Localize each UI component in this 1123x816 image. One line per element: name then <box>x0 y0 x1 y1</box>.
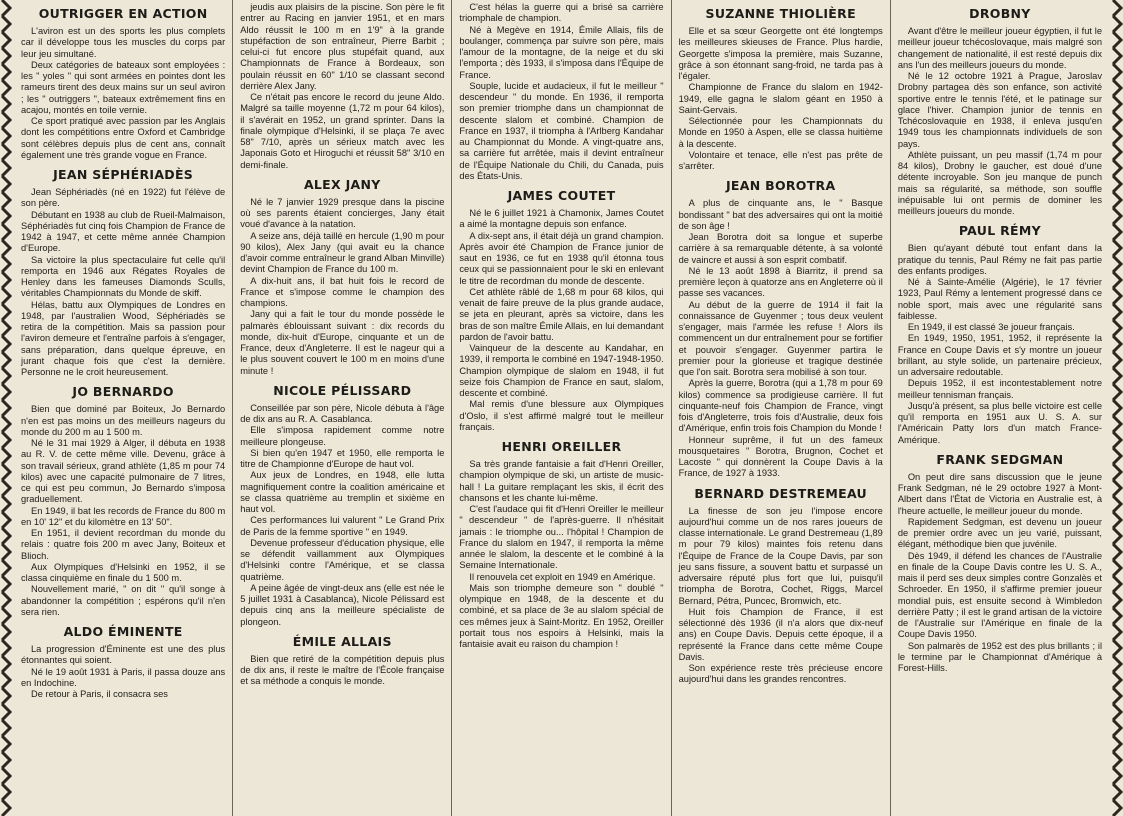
article-paragraph: Né le 19 août 1931 à Paris, il passa douze ans en Indochine. <box>21 666 226 688</box>
article-paragraph: Dès 1949, il défend les chances de l'Australie en finale de la Coupe Davis contre les U. S. A., mais il perd ses deux simples contre Gonzalès et Schroeder. En 1950, il s'affirme premier joueur mondial puis, est ensuite second à Wimbledon derrière Patty ; il est le grand artisan de la victoire de l'Australie sur l'Amérique en finale de la Coupe Davis 1950. <box>897 550 1103 640</box>
article-paragraph: Elle et sa sœur Georgette ont été longtemps les meilleures skieuses de France. Plus hardie, Georgette s'imposa la première, mais Suzanne, grâce à son étonnant sang-froid, ne tarda pas à l'égaler. <box>678 26 883 81</box>
article-paragraph: Championne de France du slalom en 1942-1949, elle gagna le slalom géant en 1950 à Saint-Gervais. <box>678 82 883 115</box>
article <box>679 486 883 686</box>
article-title: OUTRIGGER EN ACTION <box>38 6 208 21</box>
article-paragraph: Jusqu'à présent, sa plus belle victoire est celle qu'il remporta en 1951 aux U. S. A. sur l'Américain Patty lors d'un match France-Amérique. <box>897 400 1103 445</box>
article-paragraph: Mais son triomphe demeure son " doublé " olympique en 1948, de la descente et du combiné, et sa place de 3e au slalom spécial de ces mêmes jeux à Saint-Moritz. En 1952, Oreiller portait tous nos espoirs à Helsinki, mais la fantaisie avait eu raison du champion ! <box>459 582 664 649</box>
text-column <box>14 0 233 816</box>
article-paragraph: De retour à Paris, il consacra ses <box>31 689 168 699</box>
article <box>21 624 225 700</box>
article <box>459 188 663 433</box>
article-paragraph: Aux jeux de Londres, en 1948, elle lutta magnifiquement contre la coalition américaine et se classa quatrième au tremplin et sixième en haut vol. <box>240 470 445 514</box>
left-zigzag-border <box>0 0 12 816</box>
article-title: JEAN BOROTRA <box>725 178 836 194</box>
article-paragraph: Son expérience reste très précieuse encore aujourd'hui dans les grandes rencontres. <box>678 663 883 685</box>
article-title: JEAN SÉPHÉRIADÈS <box>53 167 194 182</box>
article-paragraph: Son palmarès de 1952 est des plus brillants ; il le termine par le Championnat d'Amérique à Forest-Hills. <box>897 640 1103 673</box>
article-title: ÉMILE ALLAIS <box>292 633 392 649</box>
article-title: BERNARD DESTREMEAU <box>694 485 868 501</box>
article-page <box>14 0 1109 816</box>
article-title: PAUL RÉMY <box>958 223 1041 239</box>
article-paragraph: Né le 6 juillet 1921 à Chamonix, James Coutet a aimé la montagne depuis son enfance. <box>459 208 664 230</box>
right-zigzag-border <box>1111 0 1123 816</box>
article-paragraph: Sa victoire la plus spectaculaire fut celle qu'il remporta en 1946 aux Régates Royales de Henley dans les fameuses Diamonds Sculls, véritables Championnats du Monde de skiff. <box>21 254 226 299</box>
article-paragraph: Hélas, battu aux Olympiques de Londres en 1948, par l'australien Wood, Séphériadès se retira de la compétition. Mais sa passion pour l'aviron demeure et l'entraîne parfois à s'engager, sans préparation, dans quelque épreuve, en jurant chaque fois que c'est la dernière. Personne ne le croit heureusement. <box>21 299 226 377</box>
article-paragraph: Mal remis d'une blessure aux Olympiques d'Oslo, il s'est affirmé malgré tout le meilleur français. <box>459 399 664 432</box>
article-paragraph: Ces performances lui valurent " Le Grand Prix de Paris de la femme sportive " en 1949. <box>240 515 445 537</box>
article-paragraph: L'aviron est un des sports les plus complets car il développe tous les muscles du corps par leur jeu simultané. <box>21 26 226 59</box>
article-paragraph: Bien qu'ayant débuté tout enfant dans la pratique du tennis, Paul Rémy ne fait pas partie des enfants prodiges. <box>897 243 1103 276</box>
article-paragraph: Conseillée par son père, Nicole débuta à l'âge de dix ans au R. A. Casablanca. <box>240 402 445 424</box>
article-title: FRANK SEDGMAN <box>936 451 1064 467</box>
article-paragraph: Ce sport pratiqué avec passion par les Anglais dont les compétitions entre Oxford et Cambridge sont célèbres depuis plus de cent ans, connaît également une très grande vogue en France. <box>21 116 226 160</box>
article <box>21 167 225 378</box>
article-paragraph: Né le 31 mai 1929 à Alger, il débuta en 1938 au R. V. de cette même ville. Devenu, grâce à son travail sérieux, grand athlète (1,85 m pour 74 kilos) avec une capacité pulmonaire de 7 litres, ce qui est peu commun, Jo Bernardo s'imposa graduellement. <box>21 438 226 505</box>
article-paragraph: A dix-sept ans, il était déjà un grand champion. Après avoir été Champion de France junior de saut en 1936, ce fut en 1938 qu'il étonna tous ceux qui se passionnaient pour le ski en enlevant le titre de recordman du monde de descente. <box>459 230 664 286</box>
article-paragraph: Rapidement Sedgman, est devenu un joueur de premier ordre avec un jeu varié, puissant, élégant, méthodique bien que juvénile. <box>897 516 1103 550</box>
article <box>898 223 1102 446</box>
article-paragraph: Honneur suprême, il fut un des fameux mousquetaires " Borotra, Brugnon, Cochet et Lacoste " qui donnèrent la Coupe Davis à la France, de 1927 à 1933. <box>678 434 883 479</box>
article-paragraph: Ce n'était pas encore le record du jeune Aldo. Malgré sa taille moyenne (1,72 m pour 64 kilos), il s'avérait en 1952, un grand sprinter. Dans la finale olympique d'Helsinki, il se plaça 7e avec 58" 7/10, après un sérieux match avec les Japonais Goto et Hiroguchi et réussit 58" 3/10 en demi-finale. <box>240 92 445 170</box>
article-paragraph: Huit fois Champion de France, il est sélectionné dès 1936 (il n'a alors que dix-neuf ans) en Coupe Davis. Depuis cette époque, il a représenté la France dans cette même Coupe Davis. <box>678 606 883 662</box>
article-paragraph: Au début de la guerre de 1914 il fait la connaissance de Guyenmer ; tous deux veulent s'engager, mais l'armée les refuse ! Alors ils commencent un dur entraînement pour se fortifier et pouvoir s'engager. Guyenmer partira le premier pour la glorieuse et tragique destinée que l'on sait. Borotra sera mobilisé à son tour. <box>678 299 883 377</box>
article <box>898 452 1102 675</box>
article-paragraph: A seize ans, déjà taillé en hercule (1,90 m pour 90 kilos), Alex Jany (qui avait eu la chance d'avoir comme entraîneur le grand Alban Minville) devint Champion de France du 100 m. <box>240 230 445 275</box>
article <box>679 6 883 172</box>
article-paragraph: Sélectionnée pour les Championnats du Monde en 1950 à Aspen, elle se classa huitième à la descente. <box>678 116 883 149</box>
text-column <box>891 0 1109 816</box>
article-paragraph: A plus de cinquante ans, le " Basque bondissant " bat des adversaires qui ont la moitié de son âge ! <box>678 198 883 231</box>
article-title: JO BERNARDO <box>72 384 174 400</box>
article-paragraph: Après la guerre, Borotra (qui a 1,78 m pour 69 kilos) commence sa prodigieuse carrière. Il fut cinquante-neuf fois Champion de France, vingt fois d'Angleterre, trois fois d'Australie, deux fois d'Amérique, enfin trois fois Champion du Monde ! <box>678 378 883 434</box>
article-paragraph: Jean Borotra doit sa longue et superbe carrière à sa remarquable détente, à sa volonté de vaincre et aussi à son esprit combatif. <box>678 232 883 265</box>
article-paragraph: En 1951, il devient recordman du monde du relais : quatre fois 200 m avec Jany, Boiteux et Blioch. <box>21 528 226 561</box>
text-column <box>452 0 671 816</box>
article-paragraph: Bien que retiré de la compétition depuis plus de dix ans, il reste le maître de l'École française et sa méthode a conquis le monde. <box>240 653 445 687</box>
article-title: NICOLE PÉLISSARD <box>273 382 412 398</box>
article-paragraph: Depuis 1952, il est incontestablement notre meilleur tennisman français. <box>897 378 1103 400</box>
article-paragraph: En 1949, il est classé 3e joueur français. <box>907 322 1075 332</box>
article <box>679 178 883 479</box>
article <box>459 439 663 650</box>
article-paragraph: Souple, lucide et audacieux, il fut le meilleur " descendeur " du monde. En 1936, il remporta son premier triomphe dans un championnat de descente slalom et combiné. Champion de France en 1937, il triompha à l'Arlberg Kandahar au Championnat du Monde. A vingt-quatre ans, sa carrière fut arrêtée, mais il devint entraîneur de l'Équipe Nationale du Chili, du Canada, puis des États-Unis. <box>459 80 664 181</box>
article <box>240 383 444 628</box>
article <box>898 6 1102 217</box>
article <box>21 384 225 618</box>
article-title: ALEX JANY <box>303 176 381 192</box>
article-paragraph: Né à Megève en 1914, Émile Allais, fils de boulanger, commença par suivre son père, mais l'amour de la montagne, de la neige et du ski l'emporta ; dès 1933, il s'imposa dans l'Équipe de France. <box>459 24 664 80</box>
article-paragraph: Si bien qu'en 1947 et 1950, elle remporta le titre de Championne d'Europe de haut vol. <box>240 447 445 469</box>
article-paragraph: On peut dire sans discussion que le jeune Frank Sedgman, né le 29 octobre 1927 à Mont-Albert dans l'État de Victoria en Australie est, à l'heure actuelle, le meilleur joueur du monde. <box>897 471 1103 516</box>
article-title: SUZANNE THIOLIÈRE <box>705 6 856 21</box>
article-paragraph: En 1949, il bat les records de France du 800 m en 10' 12" et du kilomètre en 13' 50". <box>21 505 226 527</box>
article-paragraph: C'est l'audace qui fit d'Henri Oreiller le meilleur " descendeur " de l'après-guerre. Il n'hésitait jamais : le triomphe ou... l'hôpital ! Champion de France du slalom en 1947, il remporta la même année le slalom, la descente et le combiné à la Semaine Internationale. <box>459 504 664 571</box>
article-paragraph: Jean Séphériadès (né en 1922) fut l'élève de son père. <box>21 187 226 209</box>
article-title: ALDO ÉMINENTE <box>63 624 183 639</box>
article-paragraph: Né le 13 août 1898 à Biarritz, il prend sa première leçon à quatorze ans en Angleterre où il passe ses vacances. <box>678 265 883 299</box>
article-paragraph: La progression d'Éminente est une des plus étonnantes qui soient. <box>21 644 226 666</box>
article-paragraph: La finesse de son jeu l'impose encore aujourd'hui comme un de nos rares joueurs de classe internationale. Le grand Destremeau (1,89 m pour 79 kilos) maintes fois retenu dans l'Équipe de France de la Coupe Davis, par son jeu sans fissure, a souvent battu et surpassé un adversaire réputé plus fort que lui, puisqu'il triompha de Borotra, Cochet, Riggs, Marcel Bernard, Pétra, Puncec, Bromwich, etc. <box>678 505 883 606</box>
article-paragraph: Bien que dominé par Boiteux, Jo Bernardo n'en est pas moins un des meilleurs nageurs du monde du 200 m au 1 500 m. <box>21 404 226 437</box>
article-paragraph: Elle s'imposa rapidement comme notre meilleure plongeuse. <box>240 425 445 447</box>
text-column <box>672 0 891 816</box>
article-paragraph: Jany qui a fait le tour du monde possède le palmarès éblouissant suivant : dix records du monde, dix-huit d'Europe, cinquante et un de France, deux d'Angleterre. Il est le nageur qui a le plus souvent couvert le 100 m en moins d'une minute ! <box>240 309 445 376</box>
article-paragraph: Sa très grande fantaisie a fait d'Henri Oreiller, champion olympique de ski, un artiste de music-hall ! La guitare remplaçant les skis, il écrit des chansons et les chante lui-même. <box>459 459 664 503</box>
article <box>240 2 444 171</box>
article-paragraph: Né à Sainte-Amélie (Algérie), le 17 février 1923, Paul Rémy a lentement progressé dans ce noble sport, mais avec une régularité sans faiblesse. <box>897 277 1103 321</box>
article <box>459 2 663 182</box>
article <box>240 177 444 377</box>
article-paragraph: Deux catégories de bateaux sont employées : les " yoles " qui sont armées en pointes dont les rameurs tirent des deux mains sur un seul aviron ; les " outriggers ", bateaux extrêmement fins en acajou, montés en toile vernie. <box>21 59 226 115</box>
article-paragraph: A peine âgée de vingt-deux ans (elle est née le 5 juillet 1931 à Casablanca), Nicole Pélissard est depuis cinq ans la meilleure spécialiste de plongeon. <box>240 582 445 627</box>
article-title: DROBNY <box>969 6 1031 21</box>
article-paragraph: Athlète puissant, un peu massif (1,74 m pour 84 kilos), Drobny le gaucher, est doué d'une détente incroyable. Son jeu manque de punch mais sa régularité, sa méthode, son souffle inépuisable lui ont permis de dominer les meilleurs joueurs du monde. <box>897 149 1103 216</box>
article-paragraph: Il renouvela cet exploit en 1949 en Amérique. <box>469 571 656 582</box>
article-title: JAMES COUTET <box>507 188 616 203</box>
article-paragraph: C'est hélas la guerre qui a brisé sa carrière triomphale de champion. <box>459 2 664 24</box>
article-paragraph: jeudis aux plaisirs de la piscine. Son père le fit entrer au Racing en janvier 1951, et en mars Aldo réussit le 100 m en 1'9" à la grande stupéfaction de son entraîneur, Pierre Barbit ; celui-ci fut encore plus stupéfait quand, aux Championnats de France à Bordeaux, son poulain réussit en 60" 1/10 se classant second derrière Alex Jany. <box>240 2 445 91</box>
article-title: HENRI OREILLER <box>501 439 622 454</box>
article-paragraph: Volontaire et tenace, elle n'est pas prête de s'arrêter. <box>678 149 883 171</box>
article-paragraph: Aux Olympiques d'Helsinki en 1952, il se classa cinquième en finale du 1 500 m. <box>21 561 226 583</box>
article-paragraph: Devenue professeur d'éducation physique, elle se défendit vaillamment aux Olympiques d'Helsinki contre l'Amérique, et se classa quatrième. <box>240 537 445 582</box>
article <box>240 634 444 688</box>
text-column <box>233 0 452 816</box>
article-paragraph: Vainqueur de la descente au Kandahar, en 1939, il remporta le combiné en 1947-1948-1950. Champion olympique de slalom en 1948, il fut seize fois Champion de France en saut, slalom, descente et combiné. <box>459 343 664 398</box>
article-paragraph: Avant d'être le meilleur joueur égyptien, il fut le meilleur joueur tchécoslovaque, mais malgré son changement de nationalité, il est resté depuis dix ans l'un des meilleurs joueurs du monde. <box>897 26 1103 70</box>
article-paragraph: Né le 12 octobre 1921 à Prague, Jaroslav Drobny partagea dès son enfance, son activité sportive entre le tennis l'été, et le patinage sur glace l'hiver. Champion junior de tennis en Tchécoslovaquie en 1938, il enleva jusqu'en 1949 tous les championnats individuels de son pays. <box>897 71 1103 149</box>
article <box>21 6 225 161</box>
article-paragraph: Cet athlète râblé de 1,68 m pour 68 kilos, qui venait de faire preuve de la plus grande audace, se jeta en pleurant, après sa victoire, dans les bras de son maître Émile Allais, en lui demandant pardon de l'avoir battu. <box>459 286 664 342</box>
article-paragraph: En 1949, 1950, 1951, 1952, il représente la France en Coupe Davis et s'y montre un joueur brillant, au style solide, un partenaire précieux, un adversaire redoutable. <box>897 333 1103 377</box>
article-paragraph: A dix-huit ans, il bat huit fois le record de France et s'impose comme le champion des champions. <box>240 275 445 308</box>
article-paragraph: Débutant en 1938 au club de Rueil-Malmaison, Séphériadès fut cinq fois Champion de France de 1942 à 1947, et cette même année Champion d'Europe. <box>21 209 226 254</box>
article-paragraph: Nouvellement marié, " on dit " qu'il songe à abandonner la compétition ; espérons qu'il n'en sera rien. <box>21 584 226 617</box>
article-paragraph: Né le 7 janvier 1929 presque dans la piscine où ses parents étaient concierges, Jany était voué d'avance à la natation. <box>240 196 445 230</box>
